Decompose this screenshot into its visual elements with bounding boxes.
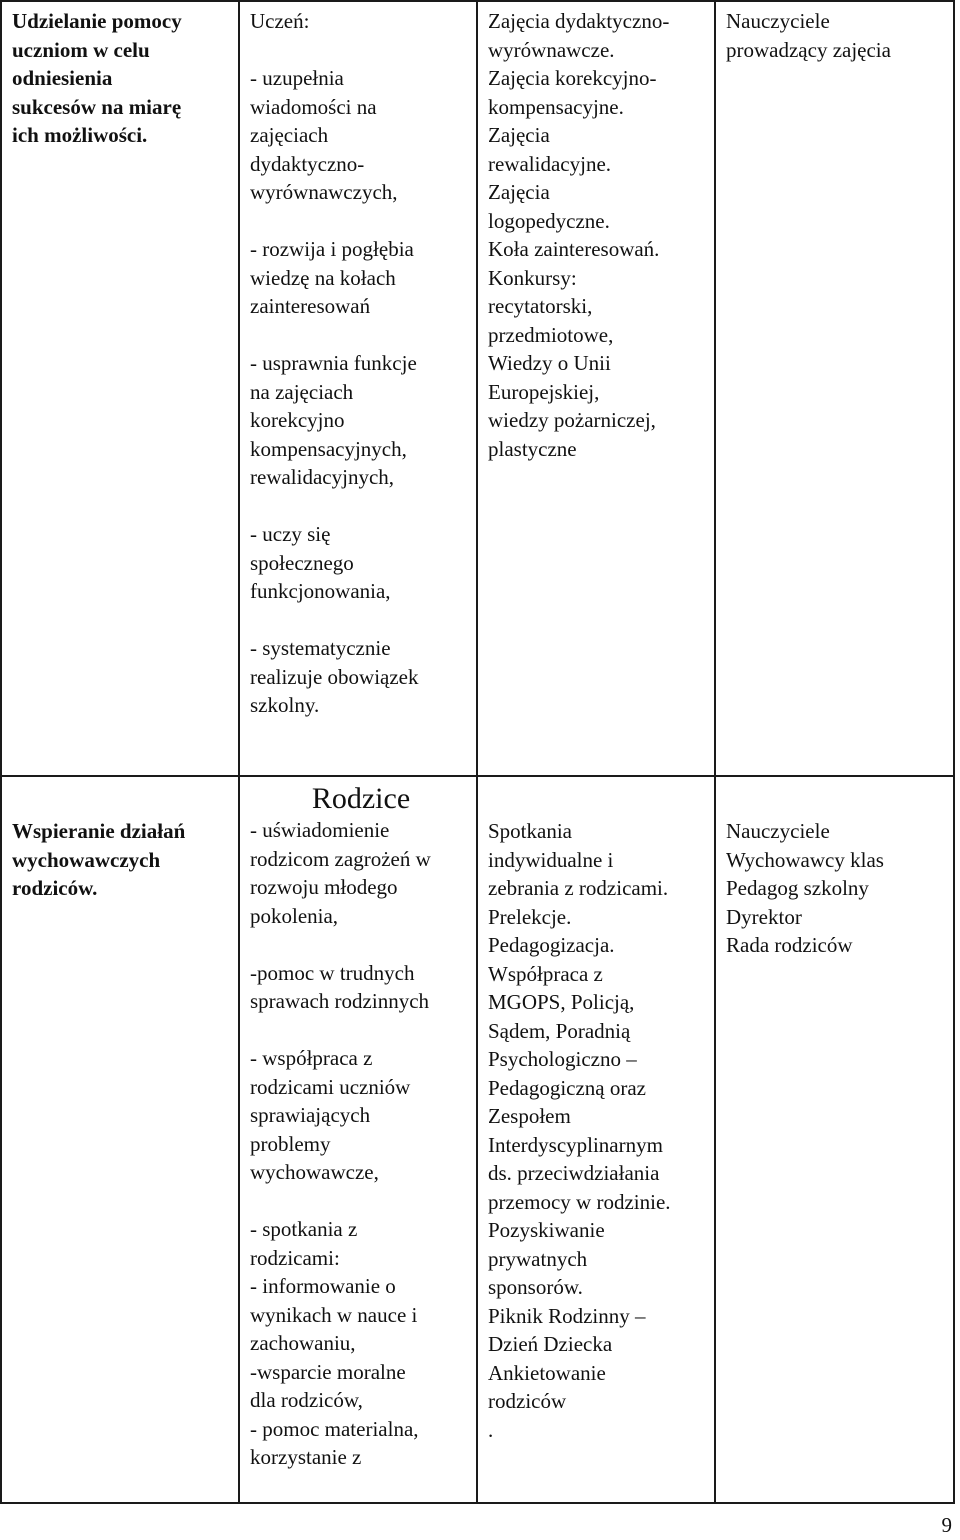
text-line: wyrównawcze. bbox=[488, 37, 615, 62]
text-line: Zajęcia korekcyjno- bbox=[488, 66, 657, 90]
page-number: 9 bbox=[941, 1513, 952, 1537]
text-line: - współpraca z bbox=[250, 1046, 373, 1070]
goal-cell-row-2 bbox=[12, 817, 234, 903]
text-line: Pedagogizacja. bbox=[488, 933, 615, 957]
text-line: - spotkania z bbox=[250, 1217, 358, 1241]
text-line: Zajęcia bbox=[488, 123, 550, 147]
text-line: zebrania z rodzicami. bbox=[488, 876, 669, 900]
participants-text bbox=[250, 816, 472, 1472]
text-line: - uczy się bbox=[250, 522, 331, 546]
blank-line bbox=[250, 492, 472, 521]
text-line: MGOPS, Policją, bbox=[488, 990, 635, 1014]
text-line: zainteresowań bbox=[250, 294, 371, 318]
text-line: - uzupełnia bbox=[250, 66, 344, 90]
text-line: Zajęcia bbox=[488, 180, 550, 204]
text-line: recytatorski, bbox=[488, 294, 593, 318]
text-line: Wiedzy o Unii bbox=[488, 351, 611, 375]
blank-line bbox=[250, 1016, 472, 1045]
text-line: korekcyjno bbox=[250, 408, 345, 432]
table-border-right bbox=[953, 0, 955, 1504]
text-line: - usprawnia funkcje bbox=[250, 351, 417, 375]
text-line: przedmiotowe, bbox=[488, 322, 614, 347]
blank-line bbox=[250, 207, 472, 236]
text-line: -wsparcie moralne bbox=[250, 1359, 406, 1384]
blank-line bbox=[250, 930, 472, 959]
text-line: wychowawczych bbox=[12, 847, 161, 872]
text-line: ich możliwości. bbox=[12, 123, 148, 147]
text-line: wyrównawczych, bbox=[250, 180, 398, 204]
text-line: Wspieranie działań bbox=[12, 819, 186, 843]
text-line: Spotkania bbox=[488, 819, 572, 843]
text-line: wiedzę na kołach bbox=[250, 265, 396, 290]
text-line: rodziców bbox=[488, 1389, 567, 1413]
text-line: Dzień Dziecka bbox=[488, 1332, 613, 1356]
text-line: na zajęciach bbox=[250, 379, 354, 404]
text-line: funkcjonowania, bbox=[250, 579, 391, 603]
text-line: sponsorów. bbox=[488, 1275, 583, 1299]
text-line: dydaktyczno- bbox=[250, 151, 365, 176]
text-line: - systematycznie bbox=[250, 636, 391, 660]
forms-cell-row-2 bbox=[488, 817, 710, 1444]
text-line: wychowawcze, bbox=[250, 1160, 379, 1184]
column-divider bbox=[714, 0, 716, 1504]
text-line: uczniom w celu bbox=[12, 37, 150, 62]
text-line: Piknik Rodzinny – bbox=[488, 1303, 646, 1328]
text-line: Zajęcia dydaktyczno- bbox=[488, 9, 670, 33]
responsible-cell-row-1 bbox=[726, 7, 948, 64]
table-border-left bbox=[0, 0, 2, 1504]
column-divider bbox=[238, 0, 240, 1504]
text-line: kompensacyjne. bbox=[488, 94, 624, 119]
text-line: Interdyscyplinarnym bbox=[488, 1132, 663, 1157]
text-line: rodzicami uczniów bbox=[250, 1074, 411, 1099]
text-line: społecznego bbox=[250, 550, 354, 575]
text-line: prowadzący zajęcia bbox=[726, 37, 891, 62]
text-line: rodziców. bbox=[12, 876, 98, 900]
goal-cell-row-1 bbox=[12, 7, 234, 150]
text-line: Pedagogiczną oraz bbox=[488, 1075, 647, 1100]
text-line: Współpraca z bbox=[488, 961, 603, 986]
responsible-cell-row-2 bbox=[726, 817, 948, 960]
blank-line bbox=[250, 321, 472, 350]
text-line: rewalidacyjne. bbox=[488, 151, 612, 176]
text-line: sprawach rodzinnych bbox=[250, 989, 430, 1013]
participants-cell-row-1 bbox=[250, 7, 472, 720]
text-line: Europejskiej, bbox=[488, 379, 600, 404]
text-line: wiedzy pożarniczej, bbox=[488, 408, 656, 432]
text-line: Psychologiczno – bbox=[488, 1047, 637, 1071]
text-line: dla rodziców, bbox=[250, 1388, 363, 1412]
text-line: Dyrektor bbox=[726, 904, 802, 929]
text-line: rewalidacyjnych, bbox=[250, 465, 395, 489]
text-line: Zespołem bbox=[488, 1104, 571, 1128]
text-line: sukcesów na miarę bbox=[12, 94, 182, 119]
text-line: Nauczyciele bbox=[726, 819, 830, 843]
text-line: zajęciach bbox=[250, 123, 329, 147]
text-line: Pozyskiwanie bbox=[488, 1218, 605, 1242]
text-line: Pedagog szkolny bbox=[726, 876, 869, 900]
text-line: kompensacyjnych, bbox=[250, 436, 407, 461]
text-line: korzystanie z bbox=[250, 1445, 362, 1469]
text-line: odniesienia bbox=[12, 66, 113, 90]
text-line: Koła zainteresowań. bbox=[488, 237, 660, 261]
text-line: . bbox=[488, 1417, 494, 1442]
text-line: logopedyczne. bbox=[488, 208, 610, 233]
participants-cell-row-2 bbox=[250, 782, 472, 1472]
group-heading: Rodzice bbox=[311, 782, 411, 815]
text-line: Nauczyciele bbox=[726, 9, 830, 33]
text-line: problemy bbox=[250, 1131, 331, 1156]
text-line: Prelekcje. bbox=[488, 904, 572, 929]
text-line: plastyczne bbox=[488, 436, 577, 461]
blank-line bbox=[250, 36, 472, 65]
blank-line bbox=[250, 1187, 472, 1216]
text-line: zachowaniu, bbox=[250, 1331, 356, 1355]
text-line: rodzicami: bbox=[250, 1245, 340, 1270]
text-line: ds. przeciwdziałania bbox=[488, 1161, 660, 1185]
text-line: - pomoc materialna, bbox=[250, 1416, 419, 1441]
forms-cell-row-1 bbox=[488, 7, 710, 463]
text-line: rozwoju młodego bbox=[250, 875, 398, 899]
text-line: Uczeń: bbox=[250, 9, 310, 33]
text-line: indywidualne i bbox=[488, 847, 614, 872]
text-line: Konkursy: bbox=[488, 265, 577, 290]
text-line: wynikach w nauce i bbox=[250, 1302, 418, 1327]
text-line: przemocy w rodzinie. bbox=[488, 1189, 671, 1214]
text-line: Udzielanie pomocy bbox=[12, 9, 182, 33]
text-line: wiadomości na bbox=[250, 94, 377, 119]
text-line: Sądem, Poradnią bbox=[488, 1018, 631, 1043]
text-line: -pomoc w trudnych bbox=[250, 960, 415, 985]
text-line: sprawiających bbox=[250, 1103, 371, 1127]
text-line: realizuje obowiązek bbox=[250, 664, 419, 689]
text-line: Rada rodziców bbox=[726, 933, 853, 957]
text-line: prywatnych bbox=[488, 1246, 588, 1271]
text-line: Ankietowanie bbox=[488, 1360, 606, 1385]
text-line: pokolenia, bbox=[250, 903, 339, 928]
text-line: Wychowawcy klas bbox=[726, 847, 884, 872]
text-line: - informowanie o bbox=[250, 1274, 396, 1298]
blank-line bbox=[250, 606, 472, 635]
text-line: rodzicom zagrożeń w bbox=[250, 846, 431, 871]
text-line: - rozwija i pogłębia bbox=[250, 237, 414, 261]
column-divider bbox=[476, 0, 478, 1504]
text-line: szkolny. bbox=[250, 693, 320, 717]
text-line: - uświadomienie bbox=[250, 818, 390, 842]
